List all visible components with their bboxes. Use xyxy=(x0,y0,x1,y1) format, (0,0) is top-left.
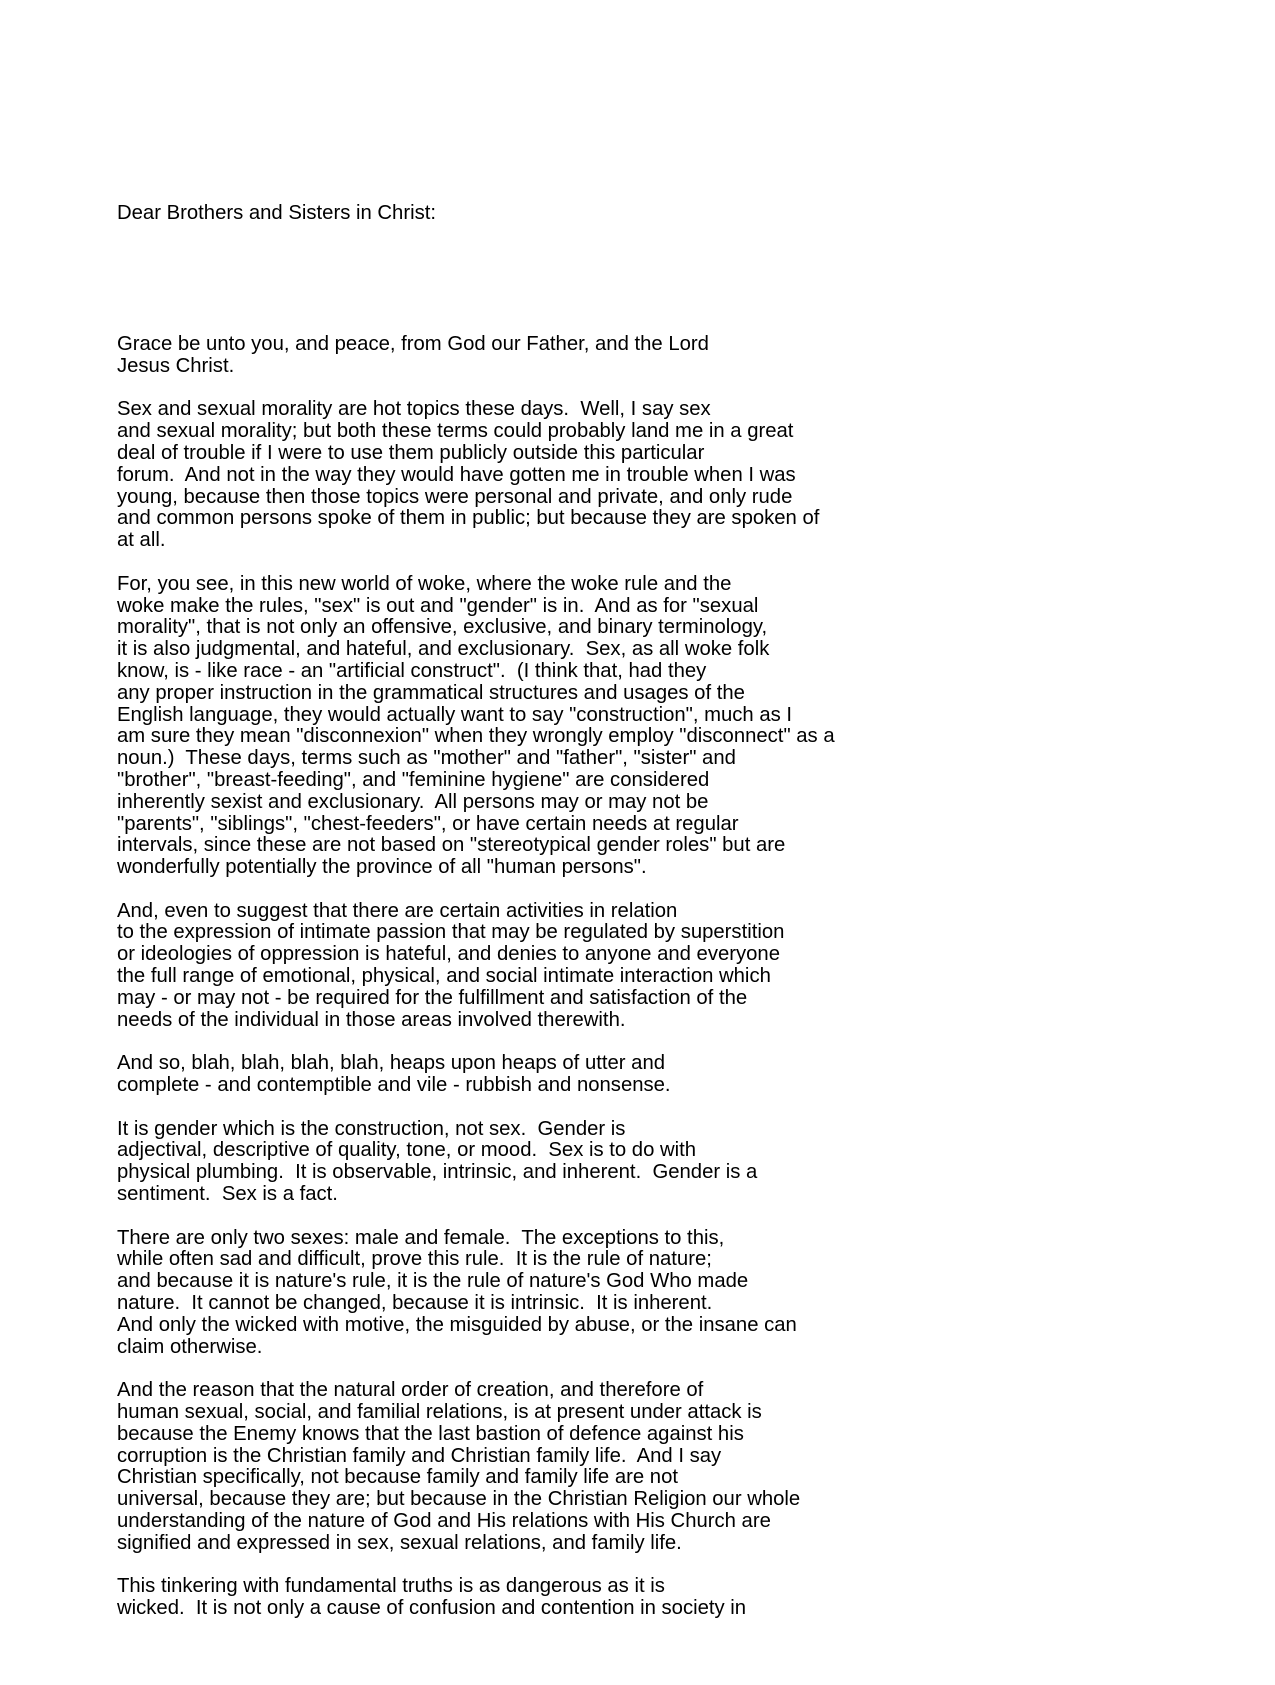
text-line: There are only two sexes: male and female. The exceptions to this, xyxy=(117,1226,725,1249)
text-line: deal of trouble if I were to use them publicly outside this particular xyxy=(117,441,705,464)
text-line: human sexual, social, and familial relations, is at present under attack is xyxy=(117,1401,762,1424)
text-line: forum. And not in the way they would have gotten me in trouble when I was xyxy=(117,463,796,486)
text-line: adjectival, descriptive of quality, tone, or mood. Sex is to do with xyxy=(117,1139,697,1162)
text-line: "parents", "siblings", "chest-feeders", or have certain needs at regular xyxy=(117,812,739,835)
text-line: it is also judgmental, and hateful, and exclusionary. Sex, as all woke folk xyxy=(117,638,770,661)
text-line: because the Enemy knows that the last bastion of defence against his xyxy=(117,1422,744,1445)
text-line: Christian specifically, not because family and family life are not xyxy=(117,1466,678,1489)
text-line: wicked. It is not only a cause of confusion and contention in society in xyxy=(117,1597,747,1620)
salutation-block xyxy=(117,160,1177,269)
text-line: And the reason that the natural order of creation, and therefore of xyxy=(117,1379,704,1402)
text-line: intervals, since these are not based on "stereotypical gender roles" but are xyxy=(117,834,786,857)
text-line: It is gender which is the construction, not sex. Gender is xyxy=(117,1117,626,1140)
text-line: am sure they mean "disconnexion" when they wrongly employ "disconnect" as a xyxy=(117,725,835,748)
salutation: Dear Brothers and Sisters in Christ: xyxy=(117,202,436,225)
text-line: and sexual morality; but both these terms could probably land me in a great xyxy=(117,420,794,443)
paragraph xyxy=(117,399,1177,552)
text-line: and because it is nature's rule, it is the rule of nature's God Who made xyxy=(117,1270,749,1293)
text-line: may - or may not - be required for the fulfillment and satisfaction of the xyxy=(117,986,748,1009)
paragraph xyxy=(117,1119,1177,1206)
text-line: Grace be unto you, and peace, from God our Father, and the Lord xyxy=(117,332,709,355)
text-line: Sex and sexual morality are hot topics these days. Well, I say sex xyxy=(117,398,711,421)
text-line: any proper instruction in the grammatical structures and usages of the xyxy=(117,681,745,704)
letter-body xyxy=(117,116,1177,1685)
text-line: woke make the rules, "sex" is out and "gender" is in. And as for "sexual xyxy=(117,594,759,617)
text-line: sentiment. Sex is a fact. xyxy=(117,1183,338,1206)
text-line: the full range of emotional, physical, and social intimate interaction which xyxy=(117,965,771,988)
text-line: universal, because they are; but because in the Christian Religion our whole xyxy=(117,1488,801,1511)
paragraph xyxy=(117,1228,1177,1359)
text-line: noun.) These days, terms such as "mother" and "father", "sister" and xyxy=(117,747,736,770)
text-line: inherently sexist and exclusionary. All persons may or may not be xyxy=(117,790,709,813)
text-line: physical plumbing. It is observable, intrinsic, and inherent. Gender is a xyxy=(117,1161,758,1184)
text-line: or ideologies of oppression is hateful, and denies to anyone and everyone xyxy=(117,943,780,966)
text-line: needs of the individual in those areas involved therewith. xyxy=(117,1008,626,1031)
text-line: complete - and contemptible and vile - rubbish and nonsense. xyxy=(117,1074,671,1097)
text-line: Jesus Christ. xyxy=(117,354,235,377)
text-line: And only the wicked with motive, the misguided by abuse, or the insane can xyxy=(117,1313,797,1336)
text-line: English language, they would actually want to say "construction", much as I xyxy=(117,703,793,726)
paragraphs xyxy=(117,334,1177,1620)
text-line: "brother", "breast-feeding", and "feminine hygiene" are considered xyxy=(117,768,710,791)
paragraph xyxy=(117,574,1177,879)
text-line: know, is - like race - an "artificial construct". (I think that, had they xyxy=(117,659,707,682)
text-line: wonderfully potentially the province of all "human persons". xyxy=(117,856,647,879)
paragraph xyxy=(117,1576,1177,1620)
text-line: nature. It cannot be changed, because it is intrinsic. It is inherent. xyxy=(117,1292,713,1315)
text-line: morality", that is not only an offensive, exclusive, and binary terminology, xyxy=(117,616,768,639)
text-line: to the expression of intimate passion that may be regulated by superstition xyxy=(117,921,785,944)
paragraph xyxy=(117,1380,1177,1554)
text-line: young, because then those topics were personal and private, and only rude xyxy=(117,485,793,508)
text-line: For, you see, in this new world of woke, where the woke rule and the xyxy=(117,572,732,595)
text-line: And so, blah, blah, blah, blah, heaps upon heaps of utter and xyxy=(117,1052,666,1075)
text-line: signified and expressed in sex, sexual relations, and family life. xyxy=(117,1531,682,1554)
paragraph xyxy=(117,334,1177,378)
text-line: at all. xyxy=(117,529,166,552)
text-line: understanding of the nature of God and His relations with His Church are xyxy=(117,1510,771,1532)
text-line: This tinkering with fundamental truths is as dangerous as it is xyxy=(117,1575,665,1598)
text-line: claim otherwise. xyxy=(117,1335,263,1358)
text-line: and common persons spoke of them in public; but because they are spoken of xyxy=(117,507,820,530)
paragraph xyxy=(117,901,1177,1032)
text-line: And, even to suggest that there are certain activities in relation xyxy=(117,899,678,922)
text-line: while often sad and difficult, prove this rule. It is the rule of nature; xyxy=(117,1248,712,1271)
text-line: corruption is the Christian family and Christian family life. And I say xyxy=(117,1444,722,1467)
paragraph xyxy=(117,1053,1177,1097)
